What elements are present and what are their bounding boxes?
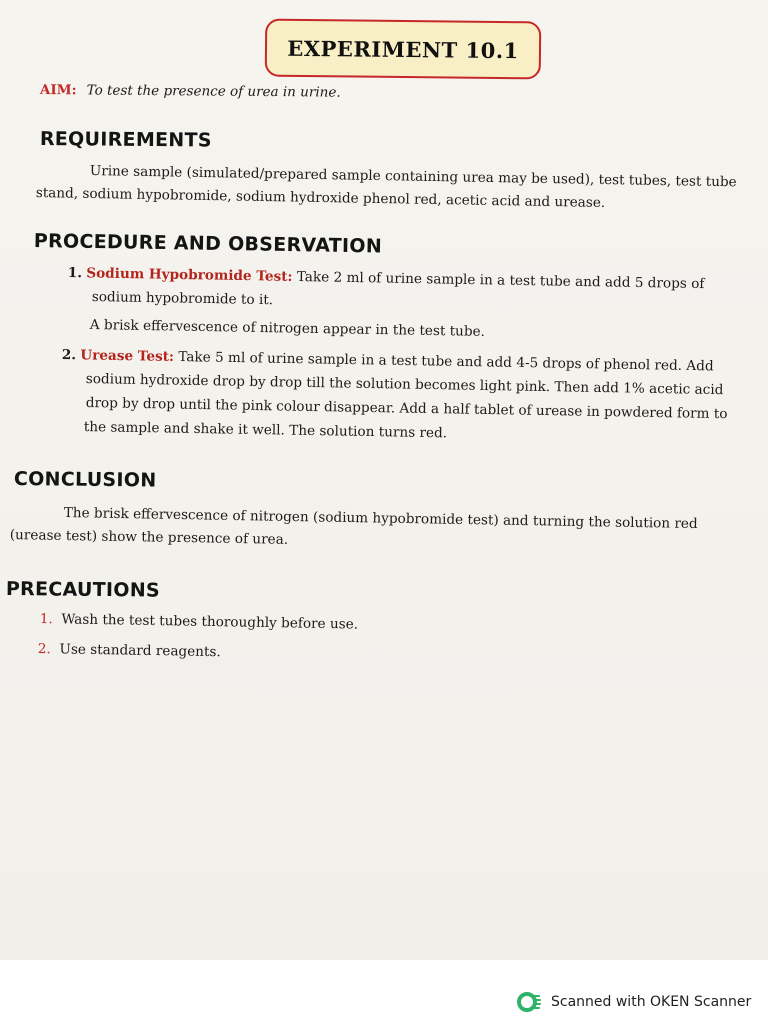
experiment-title: EXPERIMENT 10.1 bbox=[287, 35, 519, 63]
procedure-item-1-number: 1. bbox=[67, 264, 83, 282]
procedure-item-1-observation: A brisk effervescence of nitrogen appear in the test tube. bbox=[89, 316, 486, 340]
requirements-line-1: Urine sample (simulated/prepared sample containing urea may be used), test tubes, test tube bbox=[89, 162, 737, 191]
procedure-item-2-line-2: sodium hydroxide drop by drop till the solution becomes light pink. Then add 1% acetic acid bbox=[85, 370, 724, 399]
scanner-watermark bbox=[517, 990, 751, 1014]
requirements-heading: REQUIREMENTS bbox=[39, 128, 212, 152]
procedure-heading: PROCEDURE AND OBSERVATION bbox=[33, 230, 383, 258]
precautions-heading: PRECAUTIONS bbox=[5, 578, 161, 602]
aim-line bbox=[40, 82, 341, 101]
conclusion-line-1: The brisk effervescence of nitrogen (sodium hypobromide test) and turning the solution red bbox=[63, 504, 698, 533]
procedure-item-1-text: Take 2 ml of urine sample in a test tube and add 5 drops of bbox=[296, 268, 705, 293]
aim-text: To test the presence of urea in urine. bbox=[86, 82, 341, 101]
procedure-item-2-line-3: drop by drop until the pink colour disappear. Add a half tablet of urease in powdered form to bbox=[85, 394, 728, 423]
conclusion-line-2: (urease test) show the presence of urea. bbox=[9, 526, 289, 548]
precautions-item-1 bbox=[40, 608, 359, 636]
precautions-item-1-number: 1. bbox=[39, 610, 53, 628]
requirements-line-2: stand, sodium hypobromide, sodium hydroxide phenol red, acetic acid and urease. bbox=[35, 184, 606, 211]
precautions-item-2-text: Use standard reagents. bbox=[59, 641, 221, 661]
procedure-item-2-line-4: the sample and shake it well. The solution turns red. bbox=[83, 418, 448, 442]
procedure-item-1-title: Sodium Hypobromide Test: bbox=[86, 265, 293, 285]
precautions-item-2 bbox=[38, 638, 221, 663]
aim-label: AIM: bbox=[39, 82, 77, 99]
scanner-text: Scanned with OKEN Scanner bbox=[551, 994, 752, 1010]
procedure-item-1-line-2: sodium hypobromide to it. bbox=[91, 288, 274, 309]
precautions-item-1-text: Wash the test tubes thoroughly before use. bbox=[61, 611, 359, 633]
experiment-title-box bbox=[265, 19, 542, 80]
procedure-item-2-title: Urease Test: bbox=[80, 347, 175, 365]
oken-scanner-logo-icon bbox=[517, 990, 541, 1014]
procedure-item-2-text: Take 5 ml of urine sample in a test tube and add 4-5 drops of phenol red. Add bbox=[178, 349, 714, 375]
conclusion-heading: CONCLUSION bbox=[13, 468, 157, 492]
procedure-item-2-number: 2. bbox=[61, 346, 77, 364]
precautions-item-2-number: 2. bbox=[37, 640, 51, 658]
